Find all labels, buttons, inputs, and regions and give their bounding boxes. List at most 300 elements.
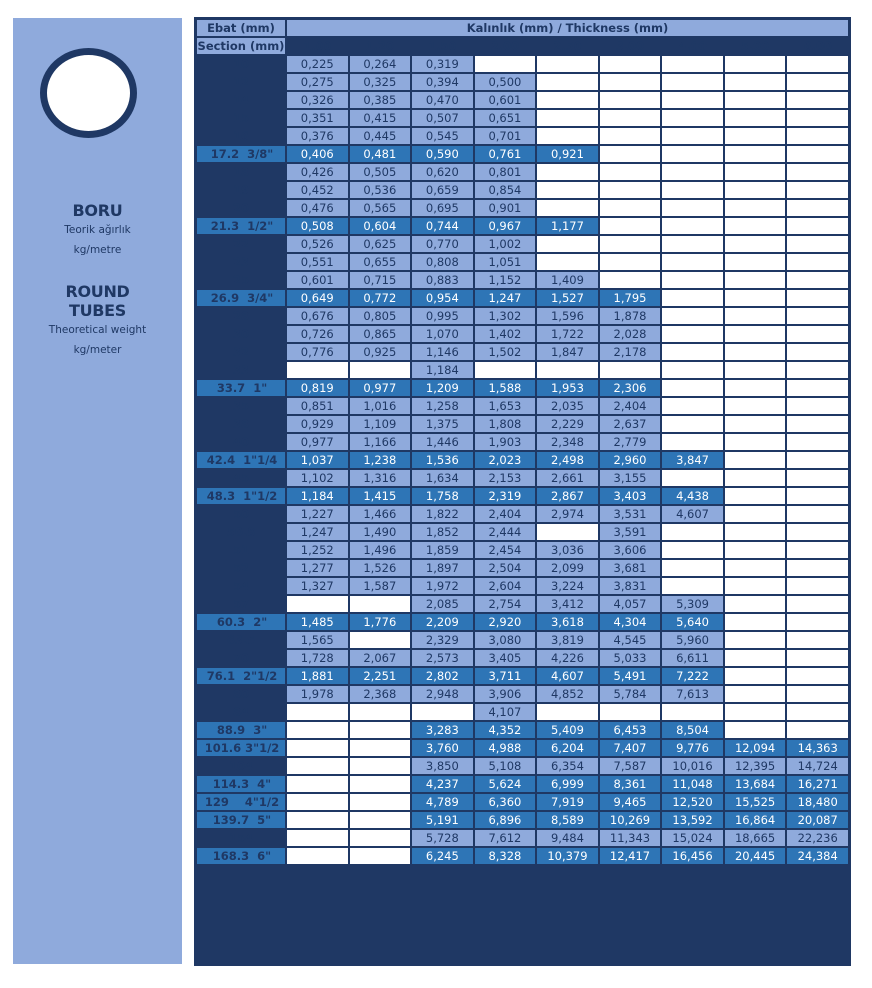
empty-cell — [787, 308, 848, 324]
weight-cell: 0,851 — [287, 398, 348, 414]
section-size: 30 — [197, 326, 285, 342]
section-size: 51 — [197, 542, 285, 558]
weight-cell: 1,722 — [537, 326, 598, 342]
table-row — [197, 740, 848, 756]
weight-cell: 13,592 — [662, 812, 723, 828]
table-row — [197, 596, 848, 612]
column-header-thickness: 3.00 — [600, 38, 661, 54]
table-row — [197, 722, 848, 738]
weight-cell: 1,758 — [412, 488, 473, 504]
weight-cell: 3,531 — [600, 506, 661, 522]
empty-cell — [725, 56, 786, 72]
weight-cell: 1,070 — [412, 326, 473, 342]
subtitle-en-1: Theoretical weight — [48, 324, 147, 336]
weight-cell: 3,283 — [412, 722, 473, 738]
table-row — [197, 848, 848, 864]
table-row — [197, 344, 848, 360]
table-row — [197, 632, 848, 648]
table-row — [197, 272, 848, 288]
weight-cell: 12,417 — [600, 848, 661, 864]
weight-cell: 7,612 — [475, 830, 536, 846]
empty-cell — [662, 398, 723, 414]
empty-cell — [725, 272, 786, 288]
empty-cell — [725, 92, 786, 108]
empty-cell — [662, 56, 723, 72]
empty-cell — [600, 254, 661, 270]
section-size: 70 — [197, 650, 285, 666]
table-row — [197, 128, 848, 144]
weight-cell: 3,760 — [412, 740, 473, 756]
weight-cell: 3,036 — [537, 542, 598, 558]
weight-cell: 2,229 — [537, 416, 598, 432]
weight-cell: 1,587 — [350, 578, 411, 594]
weight-cell: 0,394 — [412, 74, 473, 90]
empty-cell — [787, 326, 848, 342]
weight-cell: 1,446 — [412, 434, 473, 450]
weight-cell: 4,607 — [537, 668, 598, 684]
empty-cell — [725, 326, 786, 342]
table-row — [197, 434, 848, 450]
weight-cell: 1,302 — [475, 308, 536, 324]
table-row — [197, 182, 848, 198]
weight-cell: 16,864 — [725, 812, 786, 828]
weight-cell: 4,988 — [475, 740, 536, 756]
weight-cell: 0,452 — [287, 182, 348, 198]
weight-cell: 1,822 — [412, 506, 473, 522]
weight-cell: 6,245 — [412, 848, 473, 864]
weight-cell: 0,744 — [412, 218, 473, 234]
table-row — [197, 686, 848, 702]
empty-cell — [537, 110, 598, 126]
empty-cell — [787, 506, 848, 522]
weight-cell: 0,676 — [287, 308, 348, 324]
weight-cell: 1,375 — [412, 416, 473, 432]
empty-cell — [350, 758, 411, 774]
weight-cell: 2,920 — [475, 614, 536, 630]
weight-cell: 4,057 — [600, 596, 661, 612]
weight-cell: 8,589 — [537, 812, 598, 828]
empty-cell — [600, 164, 661, 180]
section-size: 48.3 1"1/2 — [197, 488, 285, 504]
weight-cell: 10,016 — [662, 758, 723, 774]
weight-cell: 0,445 — [350, 128, 411, 144]
weight-cell: 0,481 — [350, 146, 411, 162]
empty-cell — [662, 434, 723, 450]
section-size: 129 4"1/2 — [197, 794, 285, 810]
weight-cell: 0,925 — [350, 344, 411, 360]
table-row — [197, 452, 848, 468]
empty-cell — [287, 704, 348, 720]
weight-cell: 0,776 — [287, 344, 348, 360]
weight-cell: 3,224 — [537, 578, 598, 594]
weight-cell: 0,526 — [287, 236, 348, 252]
table-row — [197, 146, 848, 162]
section-size: 63.5 — [197, 632, 285, 648]
weight-cell: 11,343 — [600, 830, 661, 846]
table-row — [197, 524, 848, 540]
weight-cell: 1,002 — [475, 236, 536, 252]
section-size: 114.3 4" — [197, 776, 285, 792]
weight-cell: 1,596 — [537, 308, 598, 324]
weight-cell: 1,409 — [537, 272, 598, 288]
weight-cell: 1,776 — [350, 614, 411, 630]
empty-cell — [662, 524, 723, 540]
empty-cell — [287, 722, 348, 738]
weight-cell: 5,491 — [600, 668, 661, 684]
empty-cell — [787, 146, 848, 162]
table-row — [197, 308, 848, 324]
empty-cell — [787, 218, 848, 234]
empty-cell — [787, 578, 848, 594]
weight-cell: 1,466 — [350, 506, 411, 522]
weight-cell: 16,456 — [662, 848, 723, 864]
weight-cell: 0,761 — [475, 146, 536, 162]
header-section-en: Section (mm) — [197, 39, 285, 53]
weight-cell: 2,178 — [600, 344, 661, 360]
weight-cell: 6,999 — [537, 776, 598, 792]
weight-cell: 0,326 — [287, 92, 348, 108]
section-size: 26.9 3/4" — [197, 290, 285, 306]
empty-cell — [787, 686, 848, 702]
weight-cell: 1,808 — [475, 416, 536, 432]
empty-cell — [662, 272, 723, 288]
section-size: 32 — [197, 344, 285, 360]
weight-cell: 1,881 — [287, 668, 348, 684]
weight-cell: 2,498 — [537, 452, 598, 468]
empty-cell — [725, 146, 786, 162]
weight-cell: 2,637 — [600, 416, 661, 432]
weight-cell: 5,784 — [600, 686, 661, 702]
table-row — [197, 218, 848, 234]
weight-cell: 0,601 — [475, 92, 536, 108]
header-row-2 — [197, 38, 848, 54]
table-row — [197, 380, 848, 396]
header-row-1 — [197, 20, 848, 36]
weight-cell: 12,520 — [662, 794, 723, 810]
empty-cell — [662, 416, 723, 432]
weight-cell: 0,819 — [287, 380, 348, 396]
empty-cell — [725, 362, 786, 378]
weight-cell: 0,319 — [412, 56, 473, 72]
weight-cell: 6,360 — [475, 794, 536, 810]
weight-cell: 2,404 — [475, 506, 536, 522]
empty-cell — [787, 182, 848, 198]
section-size: 60.3 2" — [197, 614, 285, 630]
empty-cell — [662, 362, 723, 378]
empty-cell — [787, 488, 848, 504]
weight-cell: 0,726 — [287, 326, 348, 342]
empty-cell — [725, 470, 786, 486]
weight-cell: 2,306 — [600, 380, 661, 396]
weight-cell: 0,601 — [287, 272, 348, 288]
weight-cell: 0,977 — [350, 380, 411, 396]
section-size: 50 — [197, 506, 285, 522]
weight-cell: 0,651 — [475, 110, 536, 126]
empty-cell — [537, 92, 598, 108]
weight-cell: 1,536 — [412, 452, 473, 468]
weight-cell: 0,977 — [287, 434, 348, 450]
title-en-1: ROUND — [65, 282, 130, 301]
empty-cell — [350, 794, 411, 810]
weight-table-container — [194, 17, 851, 966]
weight-cell: 2,779 — [600, 434, 661, 450]
weight-cell: 2,153 — [475, 470, 536, 486]
empty-cell — [600, 74, 661, 90]
empty-cell — [787, 272, 848, 288]
empty-cell — [725, 542, 786, 558]
empty-cell — [287, 362, 348, 378]
empty-cell — [537, 236, 598, 252]
table-row — [197, 812, 848, 828]
empty-cell — [725, 74, 786, 90]
weight-cell: 0,805 — [350, 308, 411, 324]
empty-cell — [725, 416, 786, 432]
weight-cell: 1,051 — [475, 254, 536, 270]
empty-cell — [787, 254, 848, 270]
weight-cell: 1,978 — [287, 686, 348, 702]
weight-cell: 5,640 — [662, 614, 723, 630]
weight-cell: 18,665 — [725, 830, 786, 846]
weight-cell: 12,094 — [725, 740, 786, 756]
weight-cell: 1,852 — [412, 524, 473, 540]
empty-cell — [537, 200, 598, 216]
round-tube-cross-section-icon — [40, 48, 137, 138]
weight-cell: 1,526 — [350, 560, 411, 576]
weight-cell: 0,770 — [412, 236, 473, 252]
empty-cell — [725, 398, 786, 414]
weight-cell: 3,711 — [475, 668, 536, 684]
weight-cell: 0,406 — [287, 146, 348, 162]
empty-cell — [787, 668, 848, 684]
weight-cell: 1,184 — [412, 362, 473, 378]
empty-cell — [725, 668, 786, 684]
empty-cell — [725, 650, 786, 666]
empty-cell — [725, 164, 786, 180]
weight-cell: 4,226 — [537, 650, 598, 666]
table-row — [197, 236, 848, 252]
empty-cell — [600, 218, 661, 234]
column-header-thickness: 1.00 — [287, 38, 348, 54]
empty-cell — [725, 686, 786, 702]
table-row — [197, 290, 848, 306]
weight-cell: 24,384 — [787, 848, 848, 864]
weight-cell: 1,903 — [475, 434, 536, 450]
empty-cell — [662, 182, 723, 198]
empty-cell — [787, 128, 848, 144]
weight-cell: 1,102 — [287, 470, 348, 486]
weight-cell: 2,067 — [350, 650, 411, 666]
weight-cell: 1,247 — [475, 290, 536, 306]
empty-cell — [787, 722, 848, 738]
empty-cell — [537, 182, 598, 198]
weight-cell: 9,465 — [600, 794, 661, 810]
weight-cell: 0,385 — [350, 92, 411, 108]
empty-cell — [350, 776, 411, 792]
table-row — [197, 92, 848, 108]
weight-cell: 1,653 — [475, 398, 536, 414]
table-row — [197, 506, 848, 522]
section-size: 42.4 1"1/4 — [197, 452, 285, 468]
empty-cell — [537, 704, 598, 720]
weight-cell: 0,808 — [412, 254, 473, 270]
weight-cell: 0,507 — [412, 110, 473, 126]
weight-cell: 1,496 — [350, 542, 411, 558]
empty-cell — [787, 524, 848, 540]
empty-cell — [662, 704, 723, 720]
side-panel — [13, 18, 182, 964]
empty-cell — [787, 596, 848, 612]
section-size: 33.7 1" — [197, 380, 285, 396]
weight-cell: 0,901 — [475, 200, 536, 216]
empty-cell — [662, 164, 723, 180]
empty-cell — [600, 56, 661, 72]
table-row — [197, 56, 848, 72]
weight-cell: 8,504 — [662, 722, 723, 738]
table-row — [197, 326, 848, 342]
weight-cell: 8,361 — [600, 776, 661, 792]
empty-cell — [725, 560, 786, 576]
weight-cell: 3,412 — [537, 596, 598, 612]
weight-cell: 8,328 — [475, 848, 536, 864]
empty-cell — [662, 308, 723, 324]
weight-cell: 4,237 — [412, 776, 473, 792]
weight-cell: 9,484 — [537, 830, 598, 846]
empty-cell — [725, 506, 786, 522]
weight-cell: 1,490 — [350, 524, 411, 540]
empty-cell — [662, 326, 723, 342]
weight-cell: 0,590 — [412, 146, 473, 162]
title-en-2: TUBES — [68, 301, 127, 320]
empty-cell — [662, 146, 723, 162]
section-size: 22 — [197, 236, 285, 252]
empty-cell — [787, 380, 848, 396]
table-row — [197, 758, 848, 774]
section-size: 15 — [197, 110, 285, 126]
empty-cell — [600, 362, 661, 378]
weight-cell: 14,363 — [787, 740, 848, 756]
empty-cell — [725, 128, 786, 144]
column-header-thickness: 4.00 — [662, 38, 723, 54]
weight-cell: 2,974 — [537, 506, 598, 522]
weight-cell: 0,500 — [475, 74, 536, 90]
weight-cell: 6,453 — [600, 722, 661, 738]
section-size: 88.9 3" — [197, 722, 285, 738]
weight-cell: 1,847 — [537, 344, 598, 360]
empty-cell — [787, 434, 848, 450]
weight-cell: 1,878 — [600, 308, 661, 324]
weight-cell: 0,325 — [350, 74, 411, 90]
empty-cell — [787, 650, 848, 666]
weight-cell: 1,152 — [475, 272, 536, 288]
empty-cell — [725, 434, 786, 450]
table-row — [197, 110, 848, 126]
weight-cell: 0,415 — [350, 110, 411, 126]
section-size: 45 — [197, 470, 285, 486]
table-row — [197, 794, 848, 810]
weight-cell: 5,624 — [475, 776, 536, 792]
weight-cell: 7,613 — [662, 686, 723, 702]
weight-cell: 3,681 — [600, 560, 661, 576]
title-tr: BORU — [72, 201, 123, 220]
weight-cell: 2,754 — [475, 596, 536, 612]
weight-cell: 3,080 — [475, 632, 536, 648]
weight-cell: 0,995 — [412, 308, 473, 324]
empty-cell — [725, 218, 786, 234]
weight-cell: 0,865 — [350, 326, 411, 342]
weight-cell: 20,087 — [787, 812, 848, 828]
table-row — [197, 74, 848, 90]
empty-cell — [725, 182, 786, 198]
weight-cell: 1,402 — [475, 326, 536, 342]
empty-cell — [787, 614, 848, 630]
weight-cell: 4,352 — [475, 722, 536, 738]
empty-cell — [662, 92, 723, 108]
section-size: 139.7 5" — [197, 812, 285, 828]
weight-cell: 1,238 — [350, 452, 411, 468]
empty-cell — [350, 830, 411, 846]
weight-cell: 0,264 — [350, 56, 411, 72]
empty-cell — [475, 362, 536, 378]
weight-cell: 10,379 — [537, 848, 598, 864]
empty-cell — [662, 542, 723, 558]
weight-cell: 15,525 — [725, 794, 786, 810]
weight-cell: 3,819 — [537, 632, 598, 648]
weight-cell: 5,409 — [537, 722, 598, 738]
empty-cell — [600, 182, 661, 198]
empty-cell — [662, 344, 723, 360]
empty-cell — [725, 614, 786, 630]
empty-cell — [787, 362, 848, 378]
weight-cell: 0,715 — [350, 272, 411, 288]
column-header-thickness: 5.00 — [725, 38, 786, 54]
weight-cell: 2,661 — [537, 470, 598, 486]
weight-cell: 2,960 — [600, 452, 661, 468]
section-size: 84 — [197, 704, 285, 720]
weight-cell: 0,883 — [412, 272, 473, 288]
weight-cell: 12,395 — [725, 758, 786, 774]
empty-cell — [787, 74, 848, 90]
weight-cell: 2,454 — [475, 542, 536, 558]
weight-cell: 2,867 — [537, 488, 598, 504]
empty-cell — [600, 236, 661, 252]
weight-cell: 2,023 — [475, 452, 536, 468]
section-size: 17.2 3/8" — [197, 146, 285, 162]
empty-cell — [787, 92, 848, 108]
weight-cell: 11,048 — [662, 776, 723, 792]
weight-cell: 1,252 — [287, 542, 348, 558]
empty-cell — [787, 704, 848, 720]
weight-cell: 0,701 — [475, 128, 536, 144]
weight-cell: 2,348 — [537, 434, 598, 450]
empty-cell — [725, 524, 786, 540]
empty-cell — [350, 722, 411, 738]
weight-cell: 2,504 — [475, 560, 536, 576]
table-row — [197, 668, 848, 684]
section-size: 80 — [197, 686, 285, 702]
weight-cell: 2,948 — [412, 686, 473, 702]
weight-cell: 1,277 — [287, 560, 348, 576]
empty-cell — [287, 794, 348, 810]
empty-cell — [412, 704, 473, 720]
weight-cell: 4,545 — [600, 632, 661, 648]
weight-cell: 0,659 — [412, 182, 473, 198]
empty-cell — [725, 110, 786, 126]
empty-cell — [350, 362, 411, 378]
weight-cell: 1,527 — [537, 290, 598, 306]
weight-cell: 5,309 — [662, 596, 723, 612]
weight-cell: 0,476 — [287, 200, 348, 216]
weight-cell: 5,033 — [600, 650, 661, 666]
